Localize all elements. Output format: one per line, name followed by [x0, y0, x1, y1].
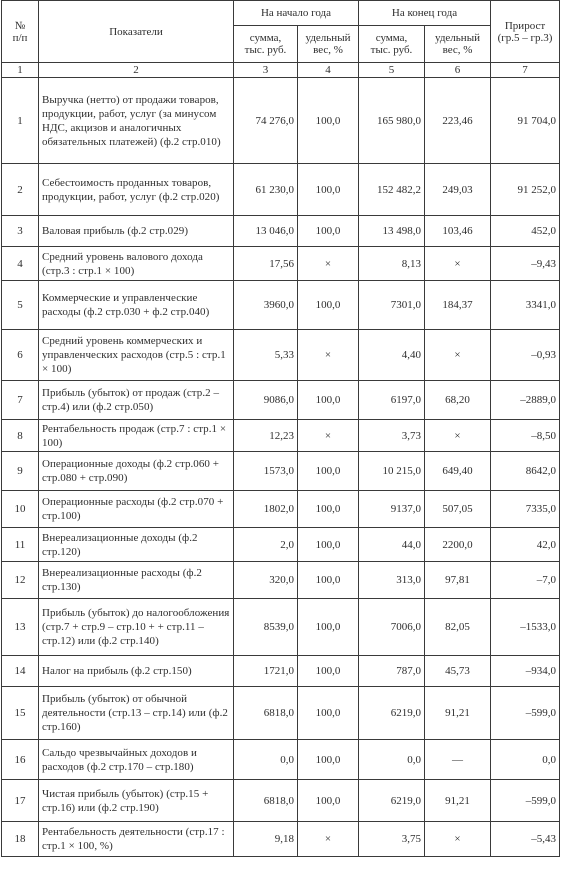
table-row	[2, 822, 560, 857]
growth-value: 91 704,0	[491, 78, 560, 164]
row-number: 5	[2, 281, 39, 330]
end-sum: 3,75	[359, 822, 425, 857]
column-index: 1	[2, 63, 39, 78]
row-number: 9	[2, 452, 39, 491]
table-row	[2, 687, 560, 740]
start-share: 100,0	[298, 164, 359, 216]
row-number: 13	[2, 599, 39, 656]
table-row	[2, 562, 560, 599]
start-sum: 1721,0	[234, 656, 298, 687]
column-index: 3	[234, 63, 298, 78]
table-row	[2, 420, 560, 452]
table-row	[2, 381, 560, 420]
row-number: 3	[2, 216, 39, 247]
end-sum: 8,13	[359, 247, 425, 281]
start-sum: 5,33	[234, 330, 298, 381]
table-row	[2, 452, 560, 491]
start-share: 100,0	[298, 78, 359, 164]
row-number: 4	[2, 247, 39, 281]
indicator-name: Чистая прибыль (убыток) (стр.15 + стр.16) или (ф.2 стр.190)	[39, 780, 234, 822]
start-sum: 74 276,0	[234, 78, 298, 164]
start-share: 100,0	[298, 656, 359, 687]
end-sum: 3,73	[359, 420, 425, 452]
end-share: —	[425, 740, 491, 780]
table-row	[2, 656, 560, 687]
end-share: 82,05	[425, 599, 491, 656]
growth-header: Прирост (гр.5 – гр.3)	[491, 1, 560, 63]
growth-value: 0,0	[491, 740, 560, 780]
growth-value: –599,0	[491, 687, 560, 740]
start-sum: 13 046,0	[234, 216, 298, 247]
start-share: 100,0	[298, 381, 359, 420]
growth-value: –9,43	[491, 247, 560, 281]
growth-value: –7,0	[491, 562, 560, 599]
row-number: 12	[2, 562, 39, 599]
table-row	[2, 78, 560, 164]
start-share: 100,0	[298, 452, 359, 491]
row-number: 15	[2, 687, 39, 740]
start-share-header: удельный вес, %	[298, 26, 359, 63]
row-number: 16	[2, 740, 39, 780]
column-index: 2	[39, 63, 234, 78]
table-row	[2, 281, 560, 330]
column-index: 5	[359, 63, 425, 78]
start-share: 100,0	[298, 740, 359, 780]
growth-value: –0,93	[491, 330, 560, 381]
growth-value: –8,50	[491, 420, 560, 452]
start-share: ×	[298, 247, 359, 281]
start-share: 100,0	[298, 281, 359, 330]
start-of-year-header: На начало года	[234, 1, 359, 26]
end-share: ×	[425, 420, 491, 452]
end-share: 223,46	[425, 78, 491, 164]
end-of-year-header: На конец года	[359, 1, 491, 26]
row-number: 6	[2, 330, 39, 381]
start-share: 100,0	[298, 491, 359, 528]
indicator-name: Рентабельность деятельности (стр.17 : стр.1 × 100, %)	[39, 822, 234, 857]
end-sum: 7006,0	[359, 599, 425, 656]
row-number: 17	[2, 780, 39, 822]
start-share: 100,0	[298, 528, 359, 562]
table-body	[2, 78, 560, 857]
indicator-name: Операционные доходы (ф.2 стр.060 + стр.080 + стр.090)	[39, 452, 234, 491]
end-sum: 0,0	[359, 740, 425, 780]
end-share: 91,21	[425, 687, 491, 740]
end-share-header: удельный вес, %	[425, 26, 491, 63]
end-share: 97,81	[425, 562, 491, 599]
end-sum: 313,0	[359, 562, 425, 599]
col-number-header: № п/п	[2, 1, 39, 63]
table-row	[2, 599, 560, 656]
col-indicator-header: Показатели	[39, 1, 234, 63]
indicator-name: Прибыль (убыток) от обычной деятельности (стр.13 – стр.14) или (ф.2 стр.160)	[39, 687, 234, 740]
growth-value: 8642,0	[491, 452, 560, 491]
growth-value: –1533,0	[491, 599, 560, 656]
start-sum: 9086,0	[234, 381, 298, 420]
end-share: 91,21	[425, 780, 491, 822]
growth-value: –2889,0	[491, 381, 560, 420]
column-index: 7	[491, 63, 560, 78]
header-row	[2, 1, 560, 26]
indicator-name: Средний уровень коммерческих и управленческих расходов (стр.5 : стр.1 × 100)	[39, 330, 234, 381]
end-sum: 10 215,0	[359, 452, 425, 491]
end-sum: 152 482,2	[359, 164, 425, 216]
start-sum: 6818,0	[234, 780, 298, 822]
table-row	[2, 216, 560, 247]
end-share: 249,03	[425, 164, 491, 216]
start-share: ×	[298, 822, 359, 857]
row-number: 11	[2, 528, 39, 562]
table-row	[2, 491, 560, 528]
start-sum: 1573,0	[234, 452, 298, 491]
row-number: 7	[2, 381, 39, 420]
indicator-name: Внереализационные расходы (ф.2 стр.130)	[39, 562, 234, 599]
column-index-row	[2, 63, 560, 78]
row-number: 10	[2, 491, 39, 528]
table-row	[2, 780, 560, 822]
end-sum: 7301,0	[359, 281, 425, 330]
end-share: 103,46	[425, 216, 491, 247]
growth-value: 3341,0	[491, 281, 560, 330]
start-sum: 9,18	[234, 822, 298, 857]
end-share: ×	[425, 247, 491, 281]
row-number: 2	[2, 164, 39, 216]
indicator-name: Рентабельность продаж (стр.7 : стр.1 × 100)	[39, 420, 234, 452]
financial-results-table	[1, 0, 560, 857]
start-share: 100,0	[298, 216, 359, 247]
start-sum: 320,0	[234, 562, 298, 599]
indicator-name: Операционные расходы (ф.2 стр.070 + стр.100)	[39, 491, 234, 528]
indicator-name: Внереализационные доходы (ф.2 стр.120)	[39, 528, 234, 562]
start-sum-header: сумма, тыс. руб.	[234, 26, 298, 63]
indicator-name: Прибыль (убыток) до налогообложения (стр.7 + стр.9 – стр.10 + + стр.11 – стр.12) или (ф.2 стр.140)	[39, 599, 234, 656]
start-share: 100,0	[298, 562, 359, 599]
start-sum: 61 230,0	[234, 164, 298, 216]
growth-value: –5,43	[491, 822, 560, 857]
end-share: 68,20	[425, 381, 491, 420]
indicator-name: Прибыль (убыток) от продаж (стр.2 – стр.4) или (ф.2 стр.050)	[39, 381, 234, 420]
start-share: ×	[298, 420, 359, 452]
end-sum: 4,40	[359, 330, 425, 381]
end-share: ×	[425, 330, 491, 381]
table-row	[2, 247, 560, 281]
table-row	[2, 164, 560, 216]
end-sum: 165 980,0	[359, 78, 425, 164]
growth-value: 452,0	[491, 216, 560, 247]
end-sum: 44,0	[359, 528, 425, 562]
table-row	[2, 740, 560, 780]
start-sum: 3960,0	[234, 281, 298, 330]
row-number: 14	[2, 656, 39, 687]
row-number: 8	[2, 420, 39, 452]
start-sum: 0,0	[234, 740, 298, 780]
start-share: ×	[298, 330, 359, 381]
table-row	[2, 528, 560, 562]
end-share: 507,05	[425, 491, 491, 528]
growth-value: –934,0	[491, 656, 560, 687]
indicator-name: Коммерческие и управленческие расходы (ф.2 стр.030 + ф.2 стр.040)	[39, 281, 234, 330]
indicator-name: Средний уровень валового дохода (стр.3 : стр.1 × 100)	[39, 247, 234, 281]
end-sum: 787,0	[359, 656, 425, 687]
growth-value: 7335,0	[491, 491, 560, 528]
start-sum: 6818,0	[234, 687, 298, 740]
end-sum-header: сумма, тыс. руб.	[359, 26, 425, 63]
start-sum: 1802,0	[234, 491, 298, 528]
end-share: 2200,0	[425, 528, 491, 562]
end-sum: 13 498,0	[359, 216, 425, 247]
column-index: 4	[298, 63, 359, 78]
end-sum: 6197,0	[359, 381, 425, 420]
end-share: 45,73	[425, 656, 491, 687]
row-number: 1	[2, 78, 39, 164]
growth-value: –599,0	[491, 780, 560, 822]
end-share: 649,40	[425, 452, 491, 491]
end-sum: 9137,0	[359, 491, 425, 528]
end-sum: 6219,0	[359, 687, 425, 740]
table-row	[2, 330, 560, 381]
growth-value: 91 252,0	[491, 164, 560, 216]
column-index: 6	[425, 63, 491, 78]
indicator-name: Сальдо чрезвычайных доходов и расходов (ф.2 стр.170 – стр.180)	[39, 740, 234, 780]
start-share: 100,0	[298, 687, 359, 740]
start-share: 100,0	[298, 599, 359, 656]
end-share: ×	[425, 822, 491, 857]
start-sum: 17,56	[234, 247, 298, 281]
start-share: 100,0	[298, 780, 359, 822]
indicator-name: Валовая прибыль (ф.2 стр.029)	[39, 216, 234, 247]
indicator-name: Себестоимость проданных товаров, продукции, работ, услуг (ф.2 стр.020)	[39, 164, 234, 216]
end-share: 184,37	[425, 281, 491, 330]
indicator-name: Выручка (нетто) от продажи товаров, продукции, работ, услуг (за минусом НДС, акцизов и аналогичных обязательных платежей) (ф.2 стр.010)	[39, 78, 234, 164]
growth-value: 42,0	[491, 528, 560, 562]
start-sum: 2,0	[234, 528, 298, 562]
start-sum: 8539,0	[234, 599, 298, 656]
start-sum: 12,23	[234, 420, 298, 452]
indicator-name: Налог на прибыль (ф.2 стр.150)	[39, 656, 234, 687]
row-number: 18	[2, 822, 39, 857]
end-sum: 6219,0	[359, 780, 425, 822]
